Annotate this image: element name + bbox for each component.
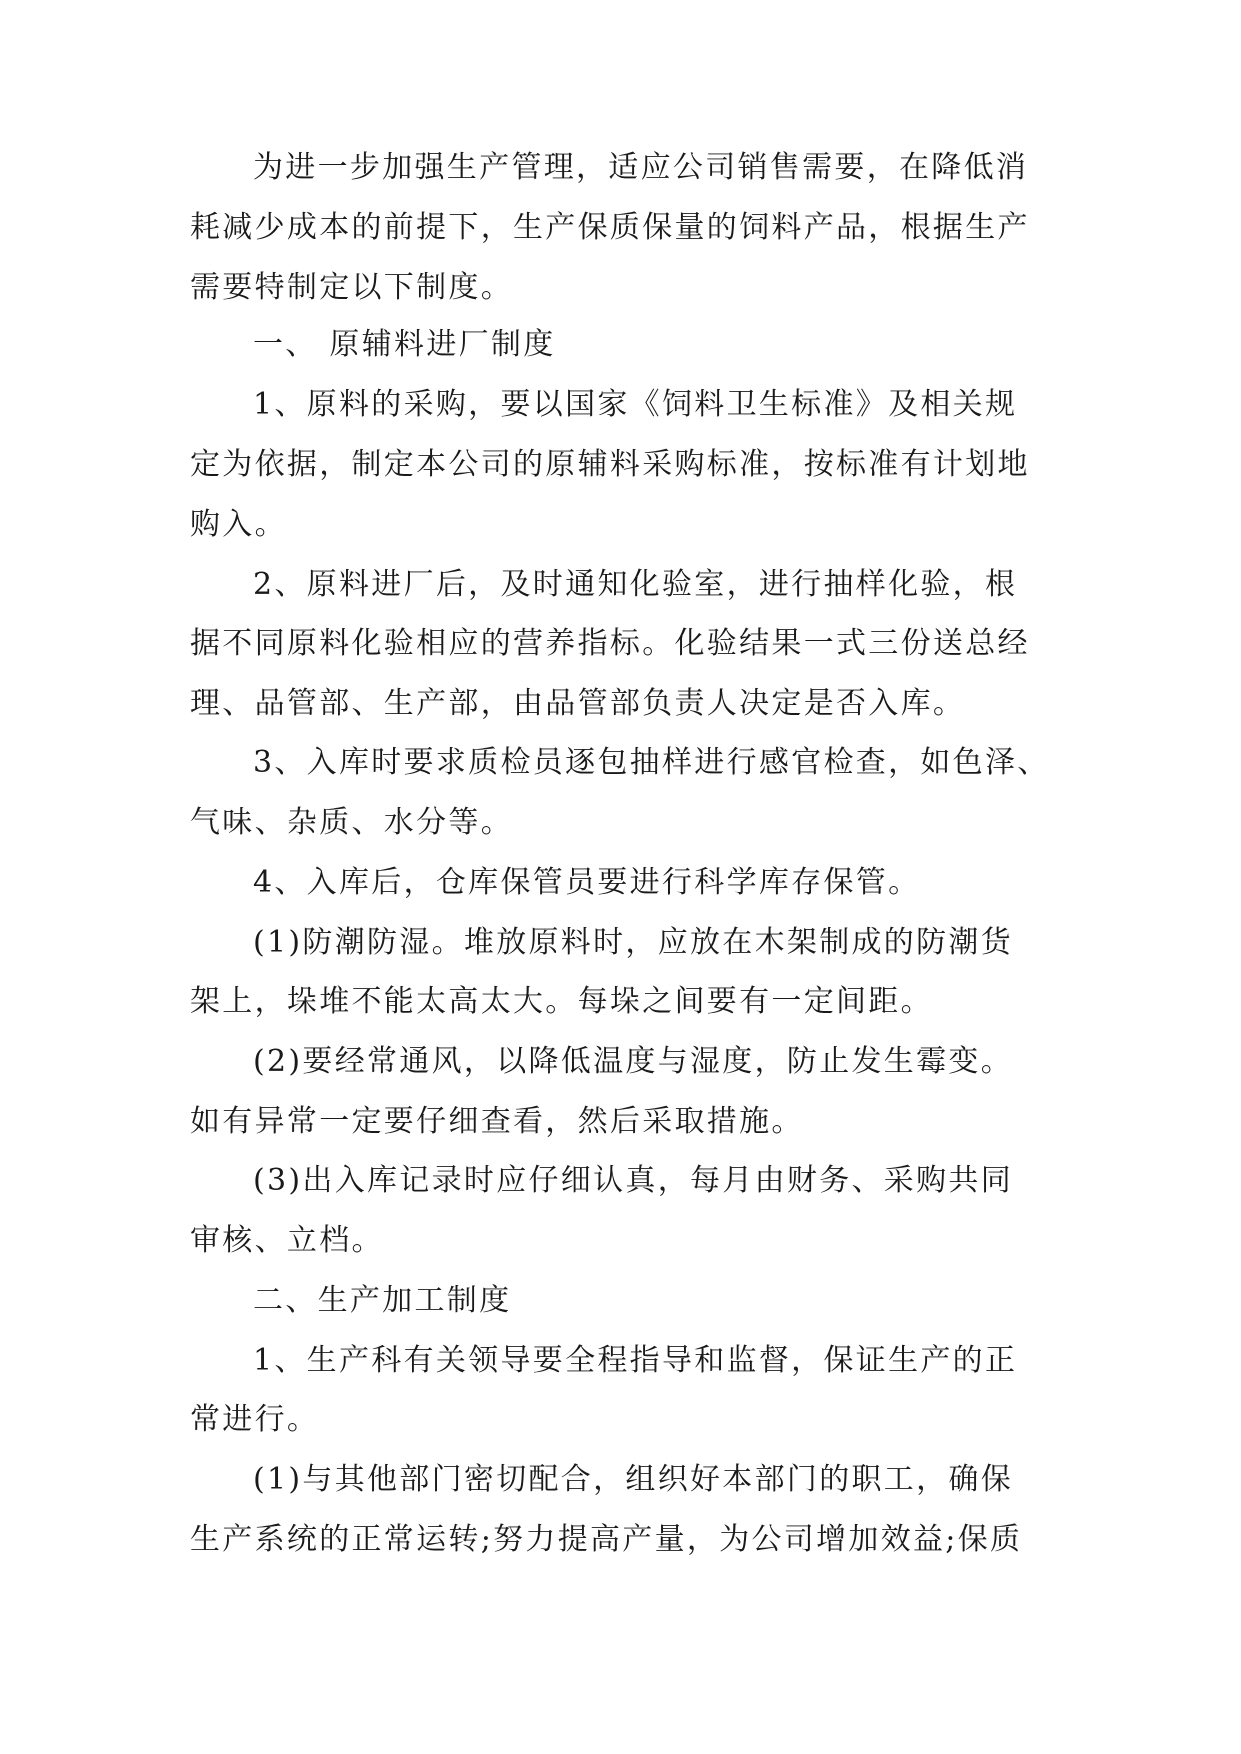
text-line: (3)出入库记录时应仔细认真，每月由财务、采购共同: [253, 1163, 1013, 1198]
text-line: 1、原料的采购，要以国家《饲料卫生标准》及相关规: [253, 387, 1018, 422]
text-line: 架上，垛堆不能太高太大。每垛之间要有一定间距。: [190, 984, 933, 1019]
text-line: 需要特制定以下制度。: [190, 270, 513, 305]
text-line: 耗减少成本的前提下，生产保质保量的饲料产品，根据生产: [190, 210, 1030, 245]
section-heading: 二、生产加工制度: [253, 1283, 512, 1318]
text-line: 常进行。: [190, 1402, 320, 1437]
text-line: 气味、杂质、水分等。: [190, 805, 513, 840]
text-line: 审核、立档。: [190, 1223, 384, 1258]
text-line: 1、生产科有关领导要全程指导和监督，保证生产的正: [253, 1343, 1018, 1378]
text-line: 理、品管部、生产部，由品管部负责人决定是否入库。: [190, 686, 966, 721]
text-line: 据不同原料化验相应的营养指标。化验结果一式三份送总经: [190, 626, 1030, 661]
text-line: 定为依据，制定本公司的原辅料采购标准，按标准有计划地: [190, 447, 1030, 482]
text-line: 如有异常一定要仔细查看，然后采取措施。: [190, 1104, 804, 1139]
text-line: 4、入库后，仓库保管员要进行科学库存保管。: [253, 865, 921, 900]
section-heading: 一、 原辅料进厂制度: [253, 327, 556, 362]
text-line: 生产系统的正常运转;努力提高产量，为公司增加效益;保质: [190, 1522, 1023, 1557]
text-line: (1)与其他部门密切配合，组织好本部门的职工，确保: [253, 1462, 1013, 1497]
text-line: 为进一步加强生产管理，适应公司销售需要，在降低消: [253, 150, 1029, 185]
text-line: 2、原料进厂后，及时通知化验室，进行抽样化验，根: [253, 567, 1018, 602]
text-line: (2)要经常通风，以降低温度与湿度，防止发生霉变。: [253, 1044, 1013, 1079]
text-line: 3、入库时要求质检员逐包抽样进行感官检查，如色泽、: [253, 745, 1050, 780]
text-line: 购入。: [190, 507, 287, 542]
text-line: (1)防潮防湿。堆放原料时，应放在木架制成的防潮货: [253, 925, 1013, 960]
